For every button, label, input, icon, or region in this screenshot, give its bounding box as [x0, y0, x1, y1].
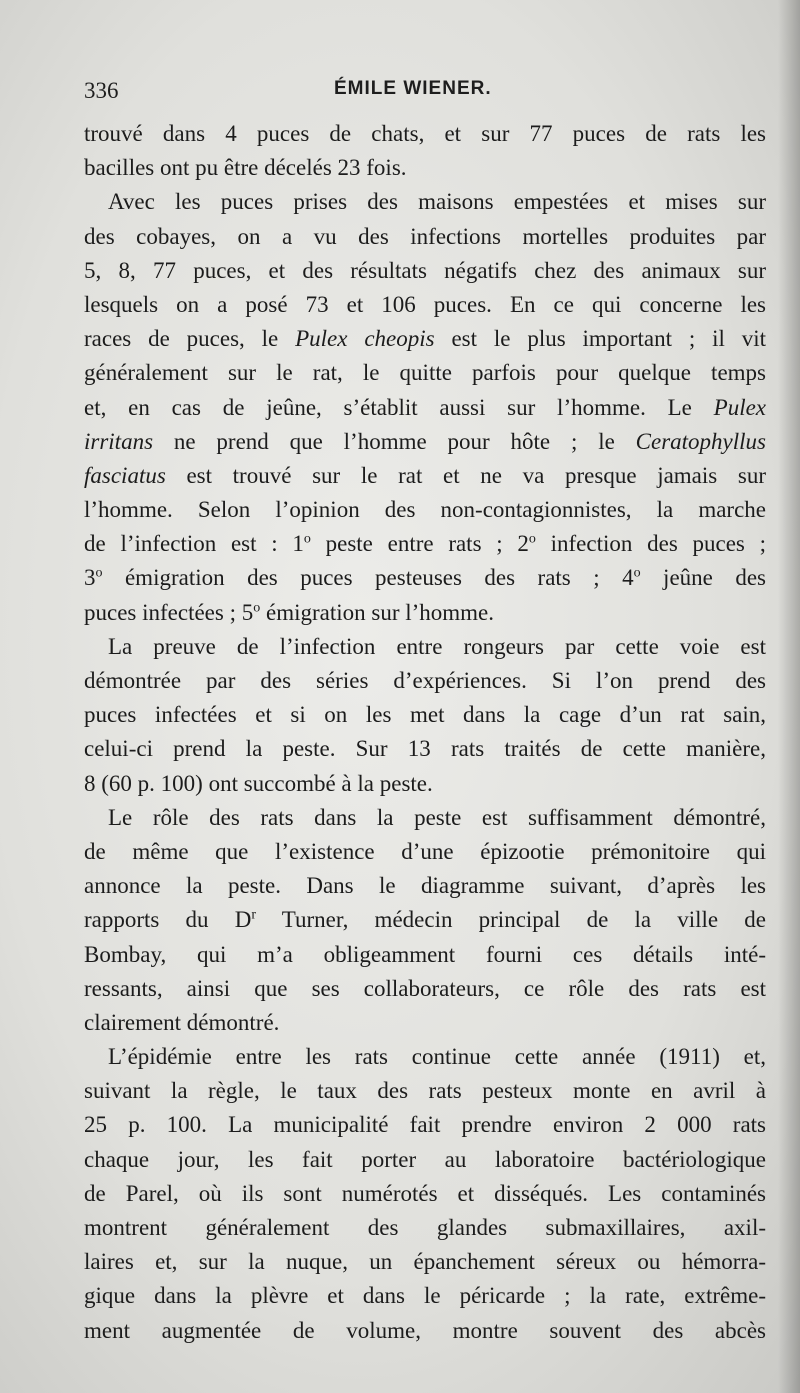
text-segment: de l’infection est : 1: [84, 531, 304, 557]
text-segment: infection des puces ;: [535, 531, 766, 557]
italic-text: Pulex cheopis: [295, 326, 435, 352]
superscript: o: [303, 531, 311, 547]
body-text: [84, 117, 766, 1348]
text-line: [84, 561, 766, 595]
paragraph: [84, 801, 766, 1040]
text-segment: et, en cas de jeûne, s’établit aussi sur l’homme. Le: [84, 394, 714, 420]
superscript: o: [95, 565, 103, 581]
text-segment: laires et, sur la nuque, un épanchement séreux ou hémorra-: [84, 1249, 766, 1275]
text-segment: Avec les puces prises des maisons empestées et mises sur: [108, 189, 766, 215]
text-line: [84, 664, 766, 698]
superscript: o: [633, 565, 641, 581]
paragraph: [84, 185, 766, 629]
text-segment: jeûne des: [640, 565, 766, 591]
text-segment: ment augmentée de volume, montre souvent des abcès: [84, 1317, 766, 1343]
text-line: [84, 1245, 766, 1279]
superscript: o: [253, 599, 261, 615]
text-segment: rapports du D: [84, 907, 252, 933]
text-segment: 25 p. 100. La municipalité fait prendre environ 2 000 rats: [84, 1112, 766, 1138]
text-segment: l’homme. Selon l’opinion des non-contagionnistes, la marche: [84, 497, 766, 523]
paragraph: [84, 117, 766, 185]
text-line: [84, 185, 766, 219]
italic-text: Ceratophyllus: [635, 428, 766, 454]
italic-text: Pulex: [713, 394, 766, 420]
text-line: [84, 630, 766, 664]
text-segment: trouvé dans 4 puces de chats, et sur 77 puces de rats les: [84, 121, 766, 146]
text-line: [84, 1279, 766, 1313]
text-line: [84, 732, 766, 766]
text-line: [84, 1040, 766, 1074]
text-line: [84, 493, 766, 527]
text-line: [84, 596, 766, 630]
text-segment: annonce la peste. Dans le diagramme suivant, d’après les: [84, 873, 766, 899]
text-line: [84, 1074, 766, 1108]
text-line: [84, 151, 766, 185]
superscript: o: [528, 531, 536, 547]
text-segment: bacilles ont pu être décelés 23 fois.: [84, 155, 407, 181]
text-segment: 8 (60 p. 100) ont succombé à la peste.: [84, 770, 433, 796]
paragraph: [84, 630, 766, 801]
text-segment: L’épidémie entre les rats continue cette année (1911) et,: [108, 1044, 766, 1070]
text-line: [84, 288, 766, 322]
text-line: [84, 459, 766, 493]
text-line: [84, 117, 766, 151]
text-segment: chaque jour, les fait porter au laboratoire bactériologique: [84, 1146, 766, 1172]
text-line: [84, 903, 766, 937]
text-segment: puces infectées ; 5: [84, 599, 254, 625]
text-segment: 3: [84, 565, 96, 591]
page-number: 336: [84, 78, 119, 103]
text-segment: démontrée par des séries d’expériences. Si l’on prend des: [84, 668, 766, 693]
text-segment: de même que l’existence d’une épizootie prémonitoire qui: [84, 838, 766, 864]
text-segment: des cobayes, on a vu des infections mortelles produites par: [84, 223, 766, 249]
text-line: [84, 1177, 766, 1211]
text-line: [84, 322, 766, 356]
text-line: [84, 527, 766, 561]
text-segment: peste entre rats ; 2: [310, 531, 529, 557]
text-segment: est le plus important ; il vit: [434, 326, 766, 352]
text-segment: Le rôle des rats dans la peste est suffisamment démontré,: [108, 804, 766, 830]
italic-text: fasciatus: [84, 462, 166, 488]
text-line: [84, 356, 766, 390]
text-line: [84, 938, 766, 972]
text-line: [84, 869, 766, 903]
text-segment: ressants, ainsi que ses collaborateurs, ce rôle des rats est: [84, 975, 766, 1001]
text-line: [84, 254, 766, 288]
text-segment: montrent généralement des glandes submaxillaires, axil-: [84, 1215, 766, 1240]
text-segment: est trouvé sur le rat et ne va presque jamais sur: [165, 462, 766, 488]
paragraph: [84, 1040, 766, 1348]
text-segment: Turner, médecin principal de la ville de: [256, 907, 766, 933]
text-segment: gique dans la plèvre et dans le péricarde ; la rate, extrême-: [84, 1283, 766, 1309]
text-segment: 5, 8, 77 puces, et des résultats négatifs chez des animaux sur: [84, 257, 766, 283]
text-line: [84, 972, 766, 1006]
text-segment: suivant la règle, le taux des rats pesteux monte en avril à: [84, 1078, 766, 1104]
text-segment: races de puces, le: [84, 326, 296, 352]
text-line: [84, 425, 766, 459]
text-line: [84, 391, 766, 425]
running-head: ÉMILE WIENER.: [334, 78, 492, 99]
text-segment: ne prend que l’homme pour hôte ; le: [153, 428, 636, 454]
text-segment: celui-ci prend la peste. Sur 13 rats traités de cette manière,: [84, 736, 766, 762]
text-segment: Bombay, qui m’a obligeamment fourni ces détails inté-: [84, 941, 766, 967]
text-segment: lesquels on a posé 73 et 106 puces. En ce qui concerne les: [84, 291, 766, 317]
text-line: [84, 1108, 766, 1142]
text-segment: de Parel, où ils sont numérotés et disséqués. Les contaminés: [84, 1180, 766, 1206]
text-segment: généralement sur le rat, le quitte parfois pour quelque temps: [84, 360, 766, 386]
text-line: [84, 698, 766, 732]
text-segment: émigration sur l’homme.: [260, 599, 495, 625]
text-line: [84, 1314, 766, 1348]
text-line: [84, 767, 766, 801]
text-line: [84, 801, 766, 835]
page-header: [84, 72, 764, 106]
superscript: r: [251, 907, 257, 923]
text-line: [84, 220, 766, 254]
text-line: [84, 1006, 766, 1040]
text-segment: puces infectées et si on les met dans la cage d’un rat sain,: [84, 702, 766, 728]
text-segment: clairement démontré.: [84, 1009, 280, 1035]
text-segment: émigration des puces pesteuses des rats ; 4: [102, 565, 634, 591]
page-edge-shadow: [778, 0, 800, 1393]
text-segment: La preuve de l’infection entre rongeurs par cette voie est: [108, 633, 766, 659]
text-line: [84, 835, 766, 869]
italic-text: irritans: [84, 428, 154, 454]
text-line: [84, 1211, 766, 1245]
text-line: [84, 1143, 766, 1177]
